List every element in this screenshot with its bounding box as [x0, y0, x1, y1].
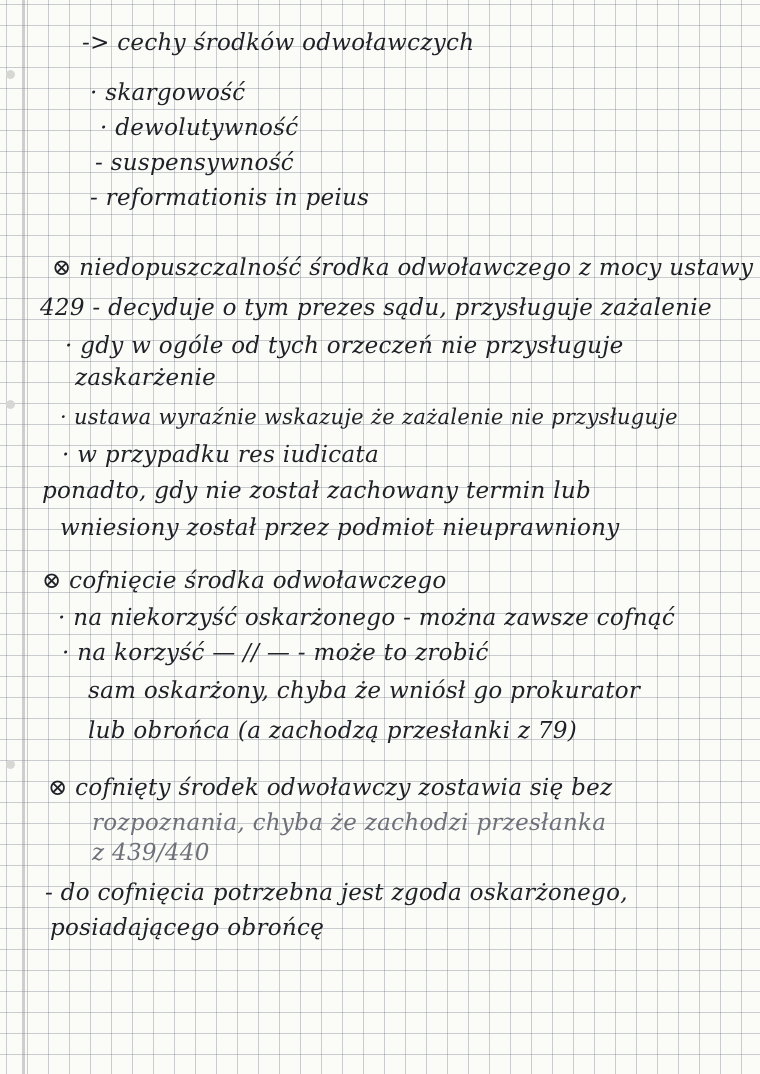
binding-hole [6, 400, 15, 409]
note-line: · na niekorzyść oskarżonego - można zawsze cofnąć [58, 605, 676, 631]
note-line: - suspensywność [95, 150, 294, 176]
note-line: rozpoznania, chyba że zachodzi przesłanka [92, 810, 607, 836]
note-line: ponadto, gdy nie został zachowany termin lub [42, 478, 591, 504]
note-line: ⊗ niedopuszczalność środka odwoławczego z mocy ustawy [52, 255, 754, 281]
note-line: zaskarżenie [75, 365, 217, 391]
note-line: · gdy w ogóle od tych orzeczeń nie przysługuje [65, 333, 624, 359]
note-line: - do cofnięcia potrzebna jest zgoda oskarżonego, [45, 880, 628, 906]
note-line: posiadającego obrońcę [50, 915, 325, 941]
note-line: · na korzyść — // — - może to zrobić [62, 640, 489, 666]
margin-line [22, 0, 25, 1074]
note-line: sam oskarżony, chyba że wniósł go prokurator [88, 678, 641, 704]
note-line: - reformationis in peius [90, 185, 370, 211]
note-line: lub obrońca (a zachodzą przesłanki z 79) [88, 718, 578, 744]
note-line: wniesiony został przez podmiot nieuprawniony [60, 515, 620, 541]
note-line: · ustawa wyraźnie wskazuje że zażalenie nie przysługuje [60, 405, 678, 429]
note-line: 429 - decyduje o tym prezes sądu, przysługuje zażalenie [40, 295, 712, 321]
binding-hole [6, 70, 15, 79]
note-line: z 439/440 [92, 840, 210, 866]
note-line: ⊗ cofnięcie środka odwoławczego [42, 568, 447, 594]
note-line: -> cechy środków odwoławczych [82, 30, 475, 56]
note-line: ⊗ cofnięty środek odwoławczy zostawia się bez [48, 775, 613, 801]
note-line: · skargowość [90, 80, 246, 106]
note-line: · dewolutywność [100, 115, 299, 141]
note-line: · w przypadku res iudicata [62, 442, 379, 468]
binding-hole [6, 760, 15, 769]
